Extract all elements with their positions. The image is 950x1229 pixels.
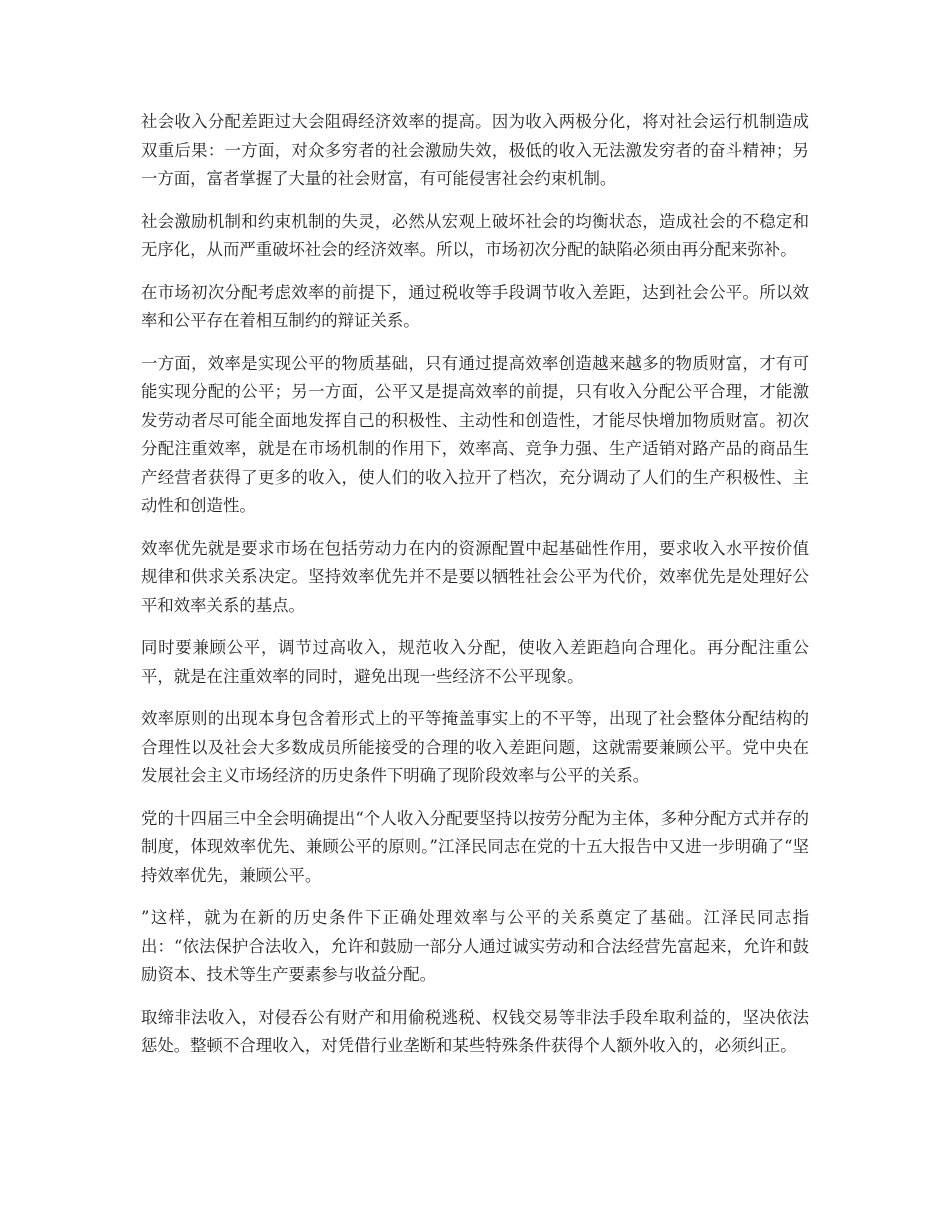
paragraph-7: 效率原则的出现本身包含着形式上的平等掩盖事实上的不平等，出现了社会整体分配结构的合理性以及社会大多数成员所能接受的合理的收入差距问题，这就需要兼顾公平。党中央在发展社会主义市场经济的历史条件下明确了现阶段效率与公平的关系。 (141, 709, 809, 785)
paragraph-2: 社会激励机制和约束机制的失灵，必然从宏观上破坏社会的均衡状态，造成社会的不稳定和无序化，从而严重破坏社会的经济效率。所以，市场初次分配的缺陷必须由再分配来弥补。 (141, 211, 809, 259)
paragraph-5: 效率优先就是要求市场在包括劳动力在内的资源配置中起基础性作用，要求收入水平按价值规律和供求关系决定。坚持效率优先并不是要以牺牲社会公平为代价，效率优先是处理好公平和效率关系的基点。 (141, 538, 809, 615)
document-body (141, 108, 809, 1075)
paragraph-4: 一方面，效率是实现公平的物质基础，只有通过提高效率创造越来越多的物质财富，才有可能实现分配的公平；另一方面，公平又是提高效率的前提，只有收入分配公平合理，才能激发劳动者尽可能全面地发挥自己的积极性、主动性和创造性，才能尽快增加物质财富。初次分配注重效率，就是在市场机制的作用下，效率高、竞争力强、生产适销对路产品的商品生产经营者获得了更多的收入，使人们的收入拉开了档次，充分调动了人们的生产积极性、主动性和创造性。 (141, 353, 809, 515)
paragraph-8: 党的十四届三中全会明确提出“个人收入分配要坚持以按劳分配为主体，多种分配方式并存的制度，体现效率优先、兼顾公平的原则。”江泽民同志在党的十五大报告中又进一步明确了“坚持效率优先，兼顾公平。 (141, 808, 809, 885)
paragraph-6: 同时要兼顾公平，调节过高收入，规范收入分配，使收入差距趋向合理化。再分配注重公平，就是在注重效率的同时，避免出现一些经济不公平现象。 (141, 638, 809, 686)
paragraph-10: 取缔非法收入，对侵吞公有财产和用偷税逃税、权钱交易等非法手段牟取利益的，坚决依法惩处。整顿不合理收入，对凭借行业垄断和某些特殊条件获得个人额外收入的，必须纠正。 (141, 1007, 809, 1055)
paragraph-9: ”这样，就为在新的历史条件下正确处理效率与公平的关系奠定了基础。江泽民同志指出：“依法保护合法收入，允许和鼓励一部分人通过诚实劳动和合法经营先富起来，允许和鼓励资本、技术等生产要素参与收益分配。 (141, 908, 809, 984)
paragraph-1: 社会收入分配差距过大会阻碍经济效率的提高。因为收入两极分化，将对社会运行机制造成双重后果：一方面，对众多穷者的社会激励失效，极低的收入无法激发穷者的奋斗精神；另一方面，富者掌握了大量的社会财富，有可能侵害社会约束机制。 (141, 112, 809, 188)
paragraph-3: 在市场初次分配考虑效率的前提下，通过税收等手段调节收入差距，达到社会公平。所以效率和公平存在着相互制约的辩证关系。 (141, 282, 809, 330)
